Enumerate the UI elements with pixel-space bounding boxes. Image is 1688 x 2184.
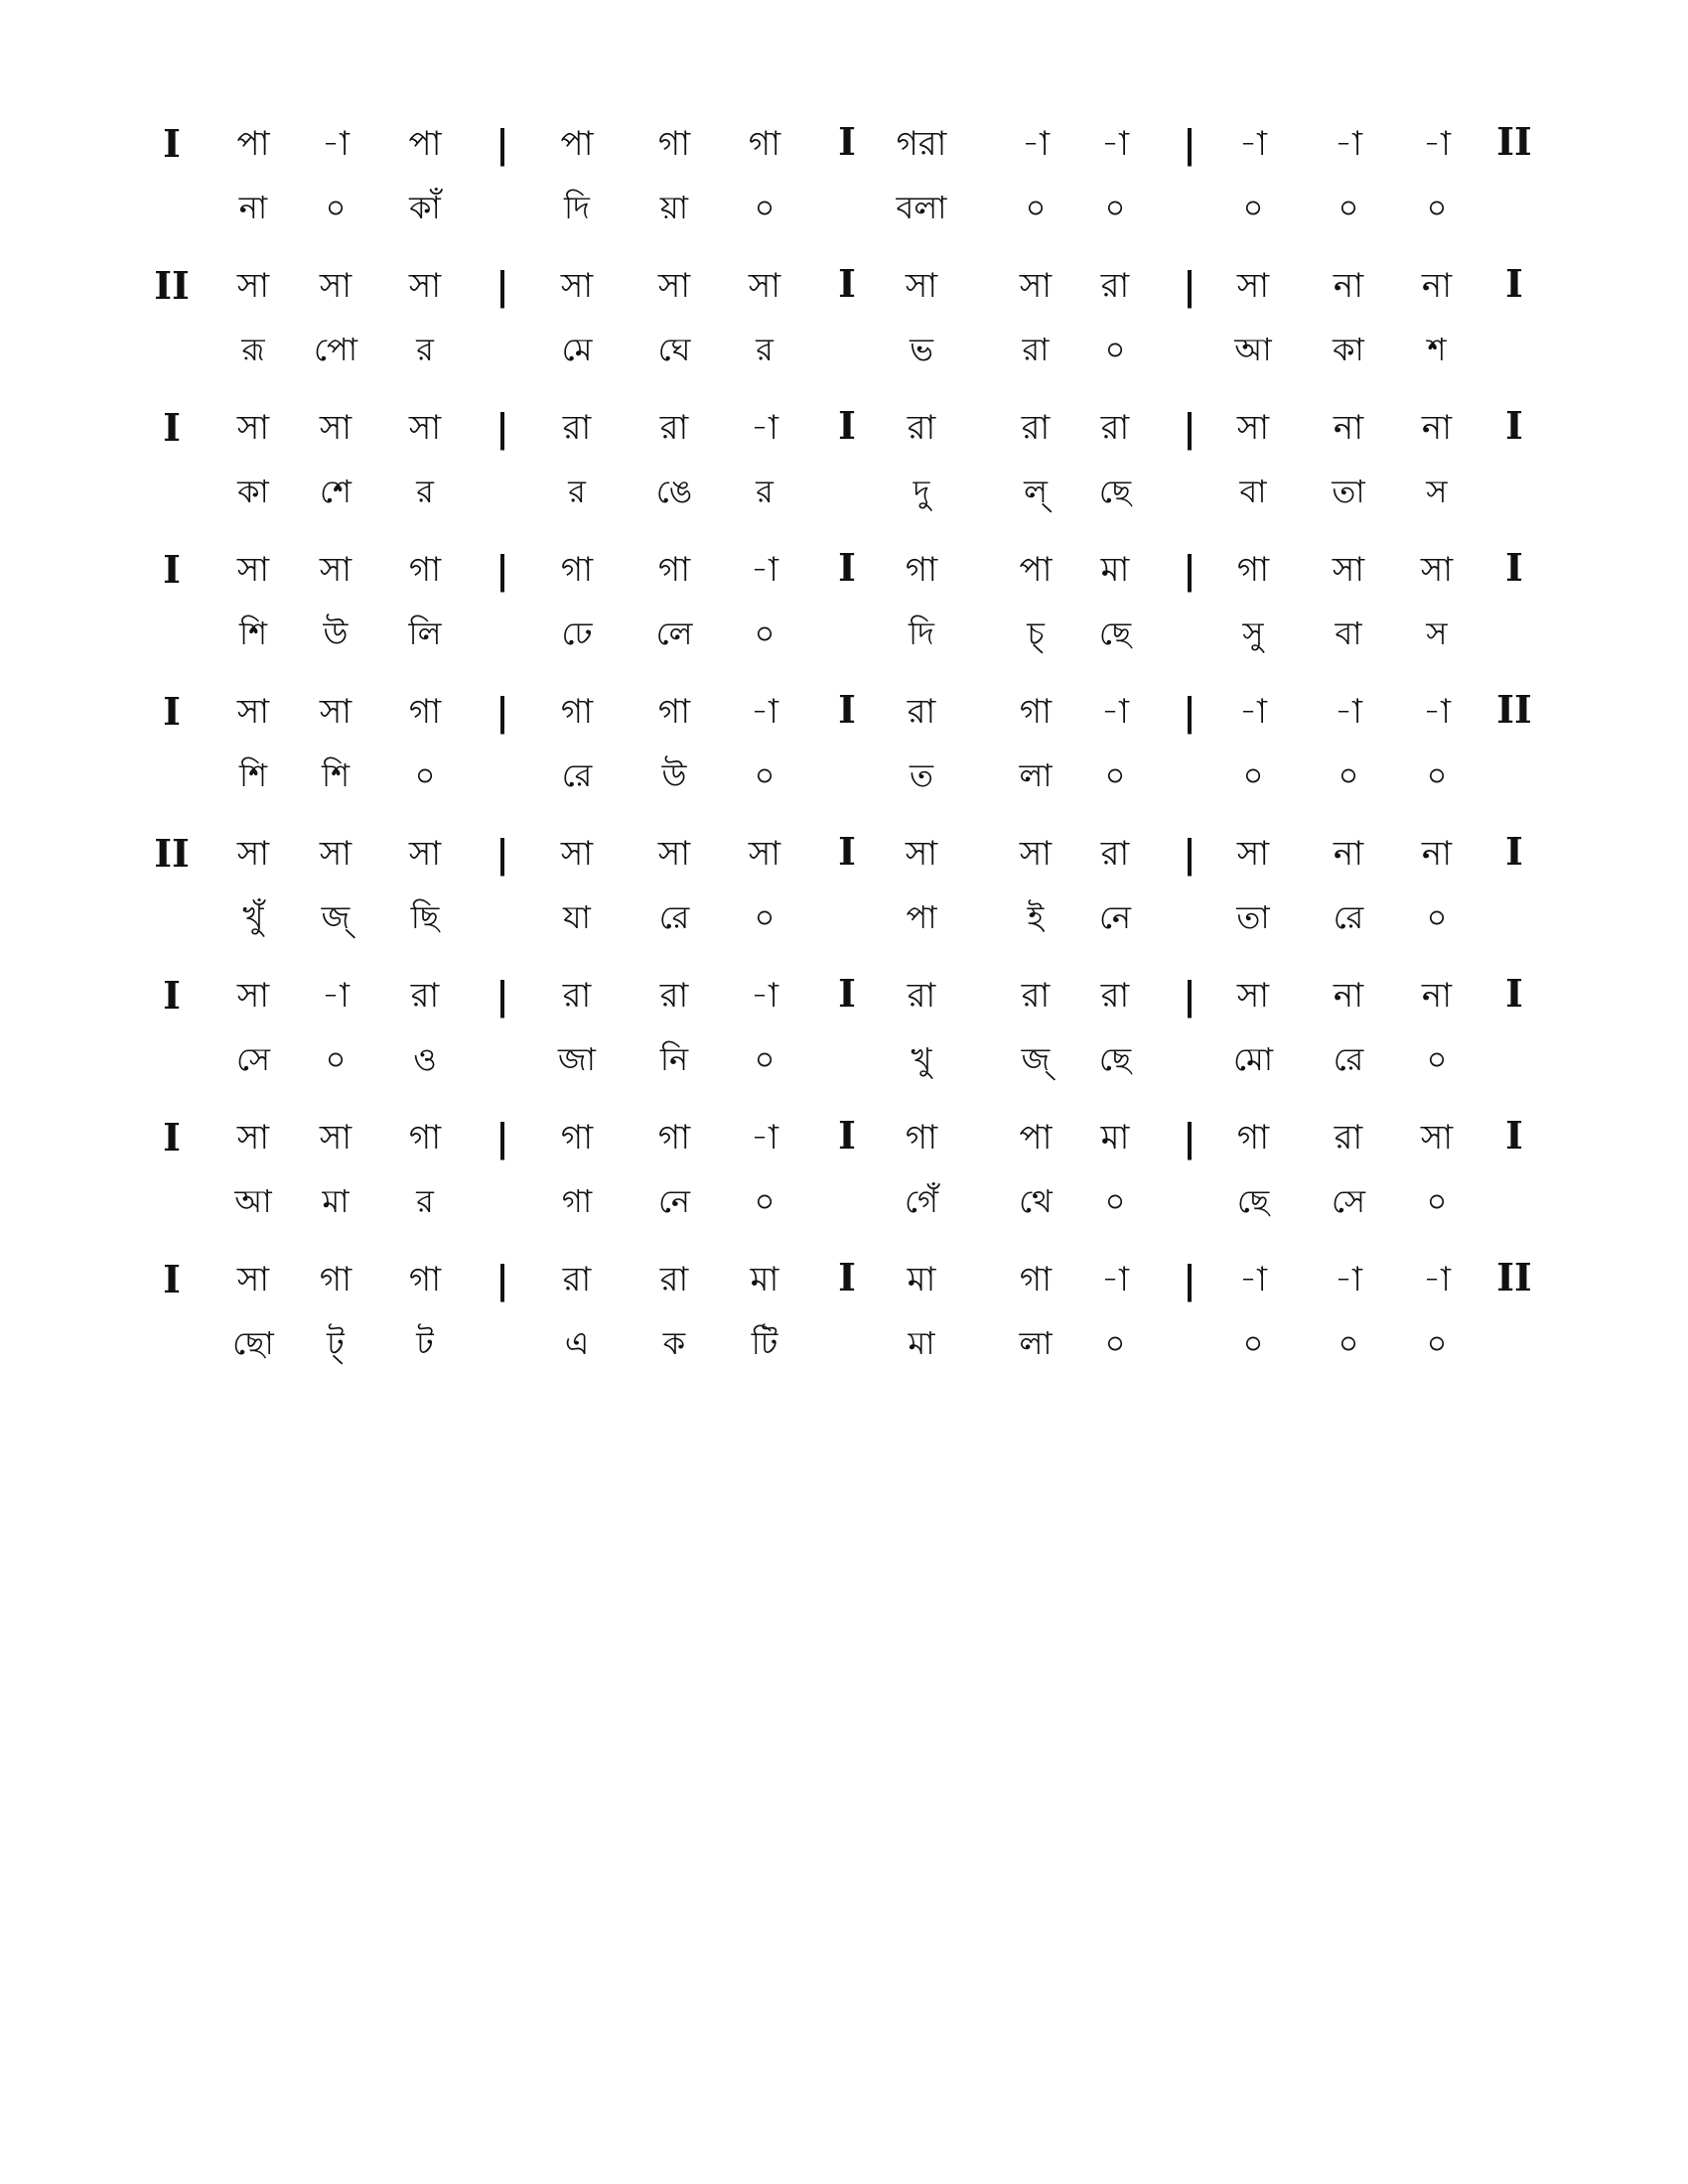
mid-bar-line: I — [838, 403, 856, 448]
mid-bar-line: I — [838, 545, 856, 590]
beat-divider: | — [495, 547, 509, 592]
lyric-syllable: কাঁ — [409, 189, 441, 226]
beat-divider: | — [1183, 689, 1196, 734]
lyric-syllable: য়া — [659, 189, 689, 226]
swara-note: রা — [659, 408, 689, 448]
swara-note: সা — [560, 266, 594, 306]
swara-note: না — [1421, 834, 1453, 874]
lyric-syllable: ত — [909, 756, 934, 794]
lyric-syllable: দি — [564, 189, 590, 226]
lyric-syllable: উ — [323, 614, 349, 652]
swara-note: -া — [1423, 124, 1451, 164]
lyric-syllable: র — [756, 473, 774, 510]
swara-note: -া — [1335, 124, 1362, 164]
swara-note: সা — [560, 834, 594, 874]
lyric-syllable: ছো — [232, 1324, 274, 1362]
swara-note: রা — [1100, 976, 1130, 1016]
swara-note: সা — [1420, 1118, 1454, 1158]
swara-note: -া — [1022, 124, 1050, 164]
swara-note: রা — [907, 408, 936, 448]
swara-note: সা — [1420, 550, 1454, 590]
lyric-syllable: ০ — [1025, 189, 1047, 226]
lyric-syllable: রে — [1333, 1040, 1364, 1078]
end-bar-line: II — [1496, 1255, 1532, 1299]
end-bar-line: I — [1505, 971, 1523, 1016]
swara-note: সা — [319, 550, 352, 590]
lyric-syllable: রা — [1022, 331, 1050, 368]
mid-bar-line: I — [838, 1255, 856, 1299]
lyric-syllable: ক — [662, 1324, 686, 1362]
lyric-syllable: ০ — [1104, 756, 1126, 794]
lyric-syllable: জ্ — [321, 898, 351, 936]
lyric-syllable: শি — [321, 756, 351, 794]
lyric-syllable: ল্ — [1024, 473, 1048, 510]
end-bar-line: II — [1496, 119, 1532, 164]
swara-note: রা — [1100, 266, 1130, 306]
swara-note: সা — [319, 1118, 352, 1158]
swara-note: গা — [657, 1118, 691, 1158]
swara-note: সা — [319, 266, 352, 306]
swara-note: -া — [751, 550, 778, 590]
lyric-syllable: শি — [238, 756, 268, 794]
lyric-syllable: লি — [408, 614, 442, 652]
lyric-syllable: ০ — [1426, 1324, 1448, 1362]
swara-note: পা — [408, 124, 442, 164]
lyric-syllable: ভ — [910, 331, 933, 368]
swara-note: গরা — [896, 124, 947, 164]
swara-note: রা — [562, 976, 592, 1016]
swara-note: সা — [1236, 266, 1270, 306]
beat-divider: | — [495, 689, 509, 734]
lyric-syllable: পা — [906, 898, 937, 936]
swara-note: সা — [657, 266, 691, 306]
lyric-syllable: উ — [661, 756, 687, 794]
lyric-syllable: দি — [909, 614, 934, 652]
swara-note: মা — [907, 1260, 936, 1299]
lyric-syllable: ০ — [1337, 1324, 1359, 1362]
swara-note: -া — [1239, 692, 1267, 732]
end-bar-line: II — [1496, 687, 1532, 732]
swara-note: -া — [1335, 692, 1362, 732]
lyric-syllable: মা — [908, 1324, 935, 1362]
swara-note: পা — [1019, 550, 1053, 590]
lyric-syllable: স — [1426, 614, 1448, 652]
lyric-syllable: ঘে — [657, 331, 691, 368]
lyric-syllable: বা — [1239, 473, 1267, 510]
beat-divider: | — [1183, 831, 1196, 876]
lyric-syllable: স — [1426, 473, 1448, 510]
beat-divider: | — [1183, 263, 1196, 308]
lyric-syllable: ০ — [754, 756, 775, 794]
lyric-syllable: থে — [1019, 1182, 1053, 1220]
swara-note: -া — [1239, 124, 1267, 164]
mid-bar-line: I — [838, 829, 856, 874]
lyric-syllable: জা — [558, 1040, 596, 1078]
beat-divider: | — [495, 405, 509, 450]
lyric-syllable: ০ — [754, 898, 775, 936]
swara-note: সা — [1332, 550, 1365, 590]
beat-divider: | — [1183, 121, 1196, 166]
swara-note: রা — [1021, 976, 1051, 1016]
lyric-syllable: ঙে — [655, 473, 693, 510]
swara-note: সা — [408, 266, 442, 306]
swara-note: মা — [750, 1260, 779, 1299]
start-bar-line: I — [163, 689, 181, 734]
swara-note: রা — [1100, 834, 1130, 874]
beat-divider: | — [495, 973, 509, 1018]
swara-note: গা — [905, 550, 938, 590]
swara-note: -া — [1423, 692, 1451, 732]
lyric-syllable: ০ — [1104, 1182, 1126, 1220]
start-bar-line: I — [163, 121, 181, 166]
lyric-syllable: গা — [561, 1182, 593, 1220]
lyric-syllable: রে — [561, 756, 593, 794]
swara-note: সা — [657, 834, 691, 874]
lyric-syllable: তা — [1332, 473, 1365, 510]
swara-note: সা — [1019, 266, 1053, 306]
lyric-syllable: র — [756, 331, 774, 368]
start-bar-line: II — [154, 831, 190, 876]
lyric-syllable: ০ — [1426, 756, 1448, 794]
lyric-syllable: ০ — [1242, 756, 1264, 794]
swara-note: রা — [1100, 408, 1130, 448]
beat-divider: | — [495, 121, 509, 166]
swara-note: -া — [1101, 692, 1129, 732]
swara-note: গা — [1236, 1118, 1270, 1158]
lyric-syllable: ছে — [1098, 614, 1132, 652]
lyric-syllable: আ — [1234, 331, 1272, 368]
swara-note: গা — [319, 1260, 352, 1299]
end-bar-line: I — [1505, 545, 1523, 590]
swara-note: রা — [907, 692, 936, 732]
lyric-syllable: ০ — [754, 614, 775, 652]
swara-note: গা — [905, 1118, 938, 1158]
lyric-syllable: ০ — [1426, 189, 1448, 226]
swara-note: গা — [657, 550, 691, 590]
lyric-syllable: লে — [655, 614, 693, 652]
beat-divider: | — [495, 263, 509, 308]
lyric-syllable: ছি — [410, 898, 440, 936]
swara-note: গা — [1019, 692, 1053, 732]
end-bar-line: I — [1505, 261, 1523, 306]
swara-note: রা — [1021, 408, 1051, 448]
start-bar-line: I — [163, 973, 181, 1018]
lyric-syllable: কা — [237, 473, 269, 510]
swara-note: না — [1333, 976, 1364, 1016]
beat-divider: | — [495, 831, 509, 876]
swara-note: সা — [748, 266, 781, 306]
lyric-syllable: গেঁ — [905, 1182, 938, 1220]
start-bar-line: II — [154, 263, 190, 308]
swara-note: -া — [751, 976, 778, 1016]
swara-note: পা — [236, 124, 270, 164]
lyric-syllable: নে — [657, 1182, 691, 1220]
lyric-syllable: আ — [234, 1182, 272, 1220]
lyric-syllable: সে — [1331, 1182, 1366, 1220]
lyric-syllable: কা — [1333, 331, 1364, 368]
start-bar-line: I — [163, 1115, 181, 1160]
swara-note: -া — [1101, 124, 1129, 164]
end-bar-line: I — [1505, 1113, 1523, 1158]
lyric-syllable: ০ — [1104, 1324, 1126, 1362]
swara-note: পা — [1019, 1118, 1053, 1158]
lyric-syllable: এ — [564, 1324, 590, 1362]
swara-note: পা — [560, 124, 594, 164]
lyric-syllable: লা — [1019, 756, 1053, 794]
swara-note: -া — [322, 124, 350, 164]
lyric-syllable: লা — [1019, 1324, 1053, 1362]
lyric-syllable: ০ — [1337, 756, 1359, 794]
mid-bar-line: I — [838, 119, 856, 164]
lyric-syllable: মে — [561, 331, 593, 368]
lyric-syllable: ছে — [1236, 1182, 1270, 1220]
lyric-syllable: ট — [416, 1324, 434, 1362]
lyric-syllable: পো — [314, 331, 357, 368]
mid-bar-line: I — [838, 971, 856, 1016]
swara-note: -া — [751, 692, 778, 732]
lyric-syllable: ০ — [1242, 189, 1264, 226]
lyric-syllable: ০ — [1426, 1040, 1448, 1078]
lyric-syllable: দু — [913, 473, 930, 510]
lyric-syllable: সে — [235, 1040, 271, 1078]
swara-note: রা — [1334, 1118, 1363, 1158]
swara-note: -া — [751, 408, 778, 448]
swara-note: -া — [1423, 1260, 1451, 1299]
start-bar-line: I — [163, 547, 181, 592]
swara-note: -া — [1101, 1260, 1129, 1299]
lyric-syllable: না — [238, 189, 268, 226]
beat-divider: | — [1183, 1257, 1196, 1301]
swara-note: সা — [319, 834, 352, 874]
swara-note: গা — [408, 550, 442, 590]
lyric-syllable: চ্ — [1027, 614, 1045, 652]
swara-note: না — [1333, 834, 1364, 874]
lyric-syllable: যা — [563, 898, 591, 936]
swara-note: না — [1421, 266, 1453, 306]
swara-note: না — [1333, 266, 1364, 306]
lyric-syllable: র — [416, 331, 434, 368]
lyric-syllable: র — [416, 1182, 434, 1220]
swara-note: গা — [1019, 1260, 1053, 1299]
swara-note: সা — [905, 266, 938, 306]
lyric-syllable: রে — [1333, 898, 1364, 936]
swara-note: সা — [408, 408, 442, 448]
lyric-syllable: মা — [322, 1182, 350, 1220]
lyric-syllable: ছে — [1098, 473, 1132, 510]
swara-note: রা — [410, 976, 440, 1016]
swara-note: গা — [408, 692, 442, 732]
lyric-syllable: ০ — [1104, 331, 1126, 368]
swara-note: গা — [657, 692, 691, 732]
lyric-syllable: রূ — [241, 331, 265, 368]
swara-note: সা — [319, 692, 352, 732]
lyric-syllable: ০ — [754, 189, 775, 226]
swara-note: না — [1421, 976, 1453, 1016]
swara-note: সা — [1019, 834, 1053, 874]
lyric-syllable: র — [568, 473, 586, 510]
swara-note: গা — [560, 550, 594, 590]
swara-note: গা — [560, 1118, 594, 1158]
lyric-syllable: টি — [751, 1324, 778, 1362]
lyric-syllable: জ্ — [1021, 1040, 1051, 1078]
swara-note: গা — [408, 1118, 442, 1158]
end-bar-line: I — [1505, 829, 1523, 874]
swara-note: সা — [905, 834, 938, 874]
swara-note: মা — [1100, 550, 1130, 590]
lyric-syllable: শি — [238, 614, 268, 652]
lyric-syllable: খুঁ — [242, 898, 264, 936]
swara-note: রা — [907, 976, 936, 1016]
lyric-syllable: ০ — [1242, 1324, 1264, 1362]
lyric-syllable: ০ — [414, 756, 436, 794]
lyric-syllable: ও — [413, 1040, 437, 1078]
swara-note: গা — [657, 124, 691, 164]
lyric-syllable: র — [416, 473, 434, 510]
swara-note: গা — [560, 692, 594, 732]
start-bar-line: I — [163, 1257, 181, 1301]
mid-bar-line: I — [838, 1113, 856, 1158]
lyric-syllable: ০ — [1426, 898, 1448, 936]
beat-divider: | — [1183, 1115, 1196, 1160]
swara-note: রা — [659, 976, 689, 1016]
swara-note: সা — [236, 1260, 270, 1299]
swara-note: সা — [236, 408, 270, 448]
lyric-syllable: ঢে — [561, 614, 593, 652]
swara-note: সা — [236, 976, 270, 1016]
mid-bar-line: I — [838, 261, 856, 306]
lyric-syllable: খু — [911, 1040, 932, 1078]
lyric-syllable: রে — [658, 898, 690, 936]
swara-note: সা — [408, 834, 442, 874]
lyric-syllable: ০ — [754, 1040, 775, 1078]
lyric-syllable: ট্ — [327, 1324, 345, 1362]
mid-bar-line: I — [838, 687, 856, 732]
swara-note: সা — [1236, 976, 1270, 1016]
lyric-syllable: ছে — [1098, 1040, 1132, 1078]
beat-divider: | — [1183, 405, 1196, 450]
lyric-syllable: বলা — [896, 189, 947, 226]
lyric-syllable: ০ — [325, 1040, 347, 1078]
lyric-syllable: ০ — [754, 1182, 775, 1220]
lyric-syllable: শে — [320, 473, 352, 510]
lyric-syllable: ০ — [1337, 189, 1359, 226]
lyric-syllable: সু — [1242, 614, 1264, 652]
swara-note: -া — [1239, 1260, 1267, 1299]
swara-note: সা — [236, 550, 270, 590]
lyric-syllable: ০ — [1104, 189, 1126, 226]
lyric-syllable: বা — [1335, 614, 1362, 652]
swara-note: -া — [322, 976, 350, 1016]
swara-note: গা — [748, 124, 781, 164]
swara-note: -া — [1335, 1260, 1362, 1299]
lyric-syllable: ০ — [1426, 1182, 1448, 1220]
lyric-syllable: তা — [1236, 898, 1270, 936]
swara-note: সা — [236, 1118, 270, 1158]
beat-divider: | — [1183, 547, 1196, 592]
swara-note: রা — [562, 1260, 592, 1299]
swara-note: সা — [236, 692, 270, 732]
swara-note: -া — [751, 1118, 778, 1158]
swara-note: সা — [236, 834, 270, 874]
lyric-syllable: ই — [1027, 898, 1045, 936]
swara-note: সা — [236, 266, 270, 306]
start-bar-line: I — [163, 405, 181, 450]
end-bar-line: I — [1505, 403, 1523, 448]
swara-note: মা — [1100, 1118, 1130, 1158]
swara-note: না — [1421, 408, 1453, 448]
swara-note: গা — [1236, 550, 1270, 590]
swara-note: গা — [408, 1260, 442, 1299]
lyric-syllable: ০ — [325, 189, 347, 226]
swara-note: সা — [319, 408, 352, 448]
swara-note: সা — [748, 834, 781, 874]
beat-divider: | — [495, 1257, 509, 1301]
swara-note: রা — [659, 1260, 689, 1299]
swara-note: সা — [1236, 408, 1270, 448]
lyric-syllable: শ — [1427, 331, 1447, 368]
lyric-syllable: নে — [1098, 898, 1132, 936]
beat-divider: | — [495, 1115, 509, 1160]
swara-note: না — [1333, 408, 1364, 448]
swara-note: সা — [1236, 834, 1270, 874]
lyric-syllable: নি — [659, 1040, 689, 1078]
beat-divider: | — [1183, 973, 1196, 1018]
swara-note: রা — [562, 408, 592, 448]
lyric-syllable: মো — [1232, 1040, 1274, 1078]
